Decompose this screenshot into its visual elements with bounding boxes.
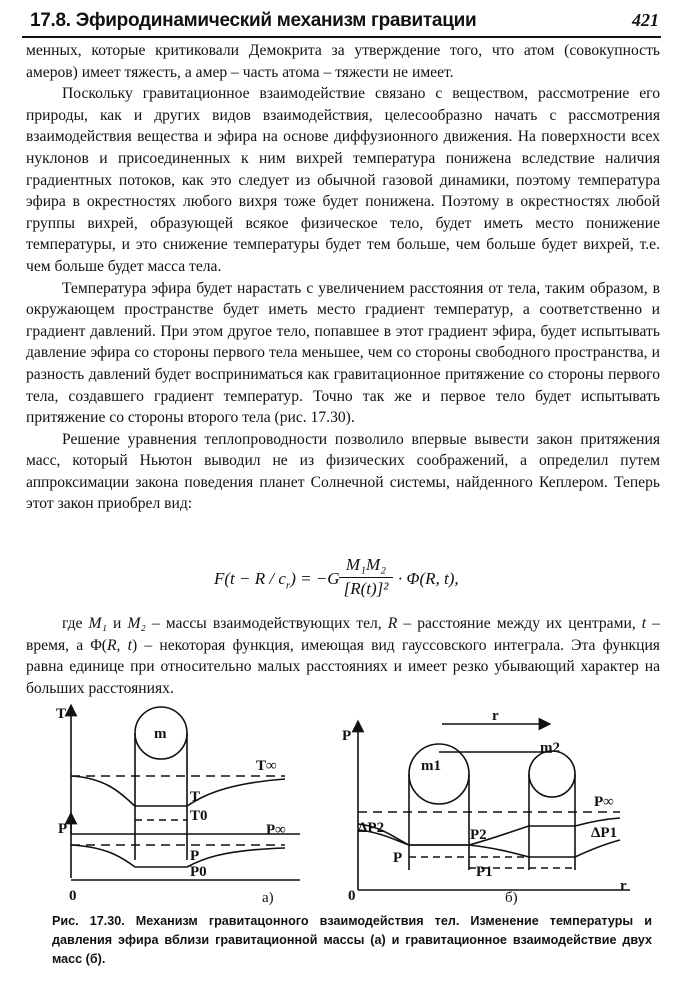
a-temperature-curve bbox=[71, 776, 285, 806]
running-header bbox=[22, 8, 661, 38]
body-text-bottom bbox=[26, 613, 660, 699]
b-r-label: r bbox=[492, 708, 499, 724]
a-t-label: T bbox=[190, 789, 201, 805]
paragraph-2: Поскольку гравитационное взаимодействие связано с веществом, рассмотрение его природы, как и других видов взаимодействия, целесообразно начать с рассмотрения взаимодействия вещества и эфира на основе диффузионного движения. На поверхности всех нуклонов и присоединенных к ним вихрей температура понижена вследствие наличия градиентных потоков, как это следует из обычной газовой динамики, поэтому температура эфира в окрестностях любого вихря тоже будет понижена. Поэтому в окрестностях любой группы вихрей, образующей всякое физическое тело, будет иметь место понижение температуры, и это снижение температуры будет тем больше, чем больше будет вихрей, т.е. чем больше будет масса тела. bbox=[26, 85, 660, 275]
b-mass2-label: m2 bbox=[540, 740, 560, 756]
page-number: 421 bbox=[632, 10, 659, 30]
formula-rhs: · Φ(R, t), bbox=[398, 569, 459, 588]
b-mass1-label: m1 bbox=[421, 758, 441, 774]
a-mass-label: m bbox=[154, 726, 167, 742]
body-text-top bbox=[26, 40, 660, 515]
b-dp1-label: ΔP1 bbox=[591, 825, 618, 841]
formula-numerator: M₁M₂ bbox=[339, 555, 393, 578]
formula-lhs: $F(t - R / c_r) = -G$ bbox=[214, 569, 340, 592]
b-mass1-circle bbox=[409, 744, 469, 804]
a-origin-label: 0 bbox=[69, 888, 77, 904]
b-panel-tag: б) bbox=[505, 890, 518, 906]
paragraph-continued: менных, которые критиковали Демокрита за утверждение того, что атом (совокупность амеров) имеет тяжесть, а амер – часть атома – тяжести не имеет. bbox=[26, 42, 660, 81]
formula-fraction bbox=[339, 555, 393, 599]
a-panel-tag: а) bbox=[262, 890, 274, 906]
a-pinf-label: P∞ bbox=[266, 822, 286, 838]
a-t0-label: T0 bbox=[190, 808, 208, 824]
paragraph-4: Решение уравнения теплопроводности позволило впервые вывести закон притяжения масс, который Ньютон выводил не из физических соображений, а определил путем аппроксимации закона поведения планет Солнечной системы, найденного Кеплером. Теперь этот закон приобрел вид: bbox=[26, 430, 660, 513]
a-tinf-label: T∞ bbox=[256, 758, 277, 774]
b-mass2-circle bbox=[529, 751, 575, 797]
b-dp2-label: ΔP2 bbox=[358, 820, 385, 836]
b-p-label: P bbox=[393, 850, 403, 866]
a-pressure-curve bbox=[71, 845, 285, 867]
b-p2-label: P2 bbox=[470, 827, 487, 843]
a-p-label: P bbox=[190, 848, 200, 864]
a-t-axis-label: T bbox=[56, 706, 67, 722]
paragraph-3: Температура эфира будет нарастать с увеличением расстояния от тела, таким образом, в окружающем пространстве будет иметь место градиент температур, а соответственно и градиент давлений. При этом другое тело, попавшее в этот градиент эфира, будет испытывать давление эфира со стороны первого тела меньшее, чем со стороны свободного пространства, и разность давлений будет восприниматься как гравитационное притяжение со стороны первого тела, создавшего градиент температур. Точно так же и первое тело будет испытывать притяжение со стороны второго тела (рис. 17.30). bbox=[26, 279, 660, 427]
b-p-axis-label: P bbox=[342, 728, 352, 744]
formula-explanation: где M₁ и M₂ – массы взаимодействующих тел, R – расстояние между их центрами, t – время, а Φ(R, t) – некоторая функция, имеющая вид гауссовского интеграла. Эта функция равна единице при относительно малых расстояниях и имеет резко убывающий характер на больших расстояниях. bbox=[26, 615, 660, 697]
section-title: 17.8. Эфиродинамический механизм гравитации bbox=[30, 10, 477, 31]
b-p1-label: P1 bbox=[476, 864, 493, 880]
gravity-formula bbox=[0, 556, 683, 608]
figure-17-30 bbox=[40, 700, 650, 910]
figure-caption: Рис. 17.30. Механизм гравитацонного взаимодействия тел. Изменение температуры и давления эфира вблизи гравитационной массы (а) и гравитационное взаимодействие двух масс (б). bbox=[52, 914, 652, 966]
b-r-axis-label: r bbox=[620, 878, 627, 894]
formula-denominator: [R(t)]² bbox=[343, 579, 389, 598]
a-p0-label: P0 bbox=[190, 864, 207, 880]
b-origin-label: 0 bbox=[348, 888, 356, 904]
b-pinf-label: P∞ bbox=[594, 794, 614, 810]
a-p-axis-label: P bbox=[58, 821, 68, 837]
figure-drawing bbox=[40, 700, 650, 910]
